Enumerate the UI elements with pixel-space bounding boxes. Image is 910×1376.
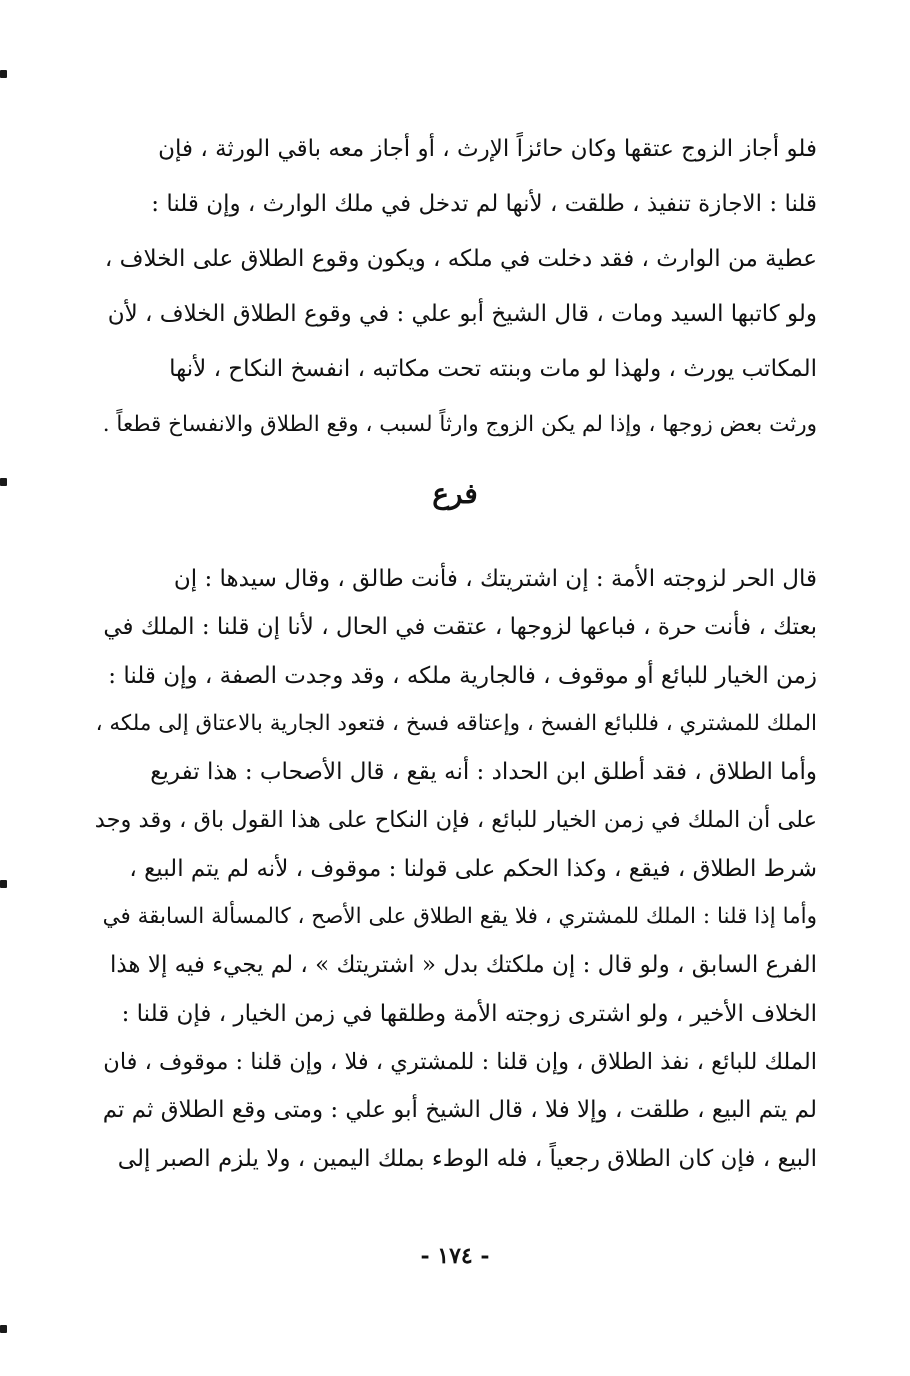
text-line: شرط الطلاق ، فيقع ، وكذا الحكم على قولنا : موقوف ، لأنه لم يتم البيع ، [129, 855, 817, 882]
text-line: الملك للمشتري ، فللبائع الفسخ ، وإعتاقه فسخ ، فتعود الجارية بالاعتاق إلى ملكه ، [95, 710, 817, 736]
text-line: فلو أجاز الزوج عتقها وكان حائزاً الإرث ، أو أجاز معه باقي الورثة ، فإن [158, 136, 817, 162]
text-line: ولو كاتبها السيد ومات ، قال الشيخ أبو علي : في وقوع الطلاق الخلاف ، لأن [107, 301, 817, 327]
text-line: عطية من الوارث ، فقد دخلت في ملكه ، ويكون وقوع الطلاق على الخلاف ، [104, 246, 817, 272]
text-line: وأما الطلاق ، فقد أطلق ابن الحداد : أنه يقع ، قال الأصحاب : هذا تفريع [150, 759, 817, 786]
paragraph-1 [92, 122, 817, 452]
text-line: البيع ، فإن كان الطلاق رجعياً ، فله الوطء بملك اليمين ، ولا يلزم الصبر إلى [117, 1145, 817, 1172]
text-line: قلنا : الاجازة تنفيذ ، طلقت ، لأنها لم تدخل في ملك الوارث ، وإن قلنا : [151, 191, 817, 217]
text-line: المكاتب يورث ، ولهذا لو مات وبنته تحت مكاتبه ، انفسخ النكاح ، لأنها [169, 356, 817, 382]
margin-mark [0, 70, 7, 78]
text-line: على أن الملك في زمن الخيار للبائع ، فإن النكاح على هذا القول باق ، وقد وجد [94, 807, 817, 834]
text-line: زمن الخيار للبائع أو موقوف ، فالجارية ملكه ، وقد وجدت الصفة ، وإن قلنا : [108, 662, 817, 689]
text-line: ورثت بعض زوجها ، وإذا لم يكن الزوج وارثاً لسبب ، وقع الطلاق والانفساخ قطعاً . [102, 412, 817, 437]
text-line: الخلاف الأخير ، ولو اشترى زوجته الأمة وطلقها في زمن الخيار ، فإن قلنا : [121, 1000, 817, 1027]
text-line: بعتك ، فأنت حرة ، فباعها لزوجها ، عتقت في الحال ، لأنا إن قلنا : الملك في [103, 614, 817, 641]
text-line: الملك للبائع ، نفذ الطلاق ، وإن قلنا : للمشتري ، فلا ، وإن قلنا : موقوف ، فان [103, 1048, 817, 1075]
margin-mark [0, 1325, 7, 1333]
text-line: قال الحر لزوجته الأمة : إن اشتريتك ، فأنت طالق ، وقال سيدها : إن [173, 566, 817, 592]
text-line: وأما إذا قلنا : الملك للمشتري ، فلا يقع الطلاق على الأصح ، كالمسألة السابقة في [102, 904, 817, 930]
text-line: لم يتم البيع ، طلقت ، وإلا فلا ، قال الشيخ أبو علي : ومتى وقع الطلاق ثم تم [102, 1097, 817, 1124]
section-heading: فرع [432, 477, 478, 510]
page-number: - ١٧٤ - [420, 1243, 490, 1269]
margin-mark [0, 880, 7, 888]
text-line: الفرع السابق ، ولو قال : إن ملكتك بدل « اشتريتك » ، لم يجيء فيه إلا هذا [109, 952, 817, 979]
paragraph-2 [92, 555, 817, 1183]
